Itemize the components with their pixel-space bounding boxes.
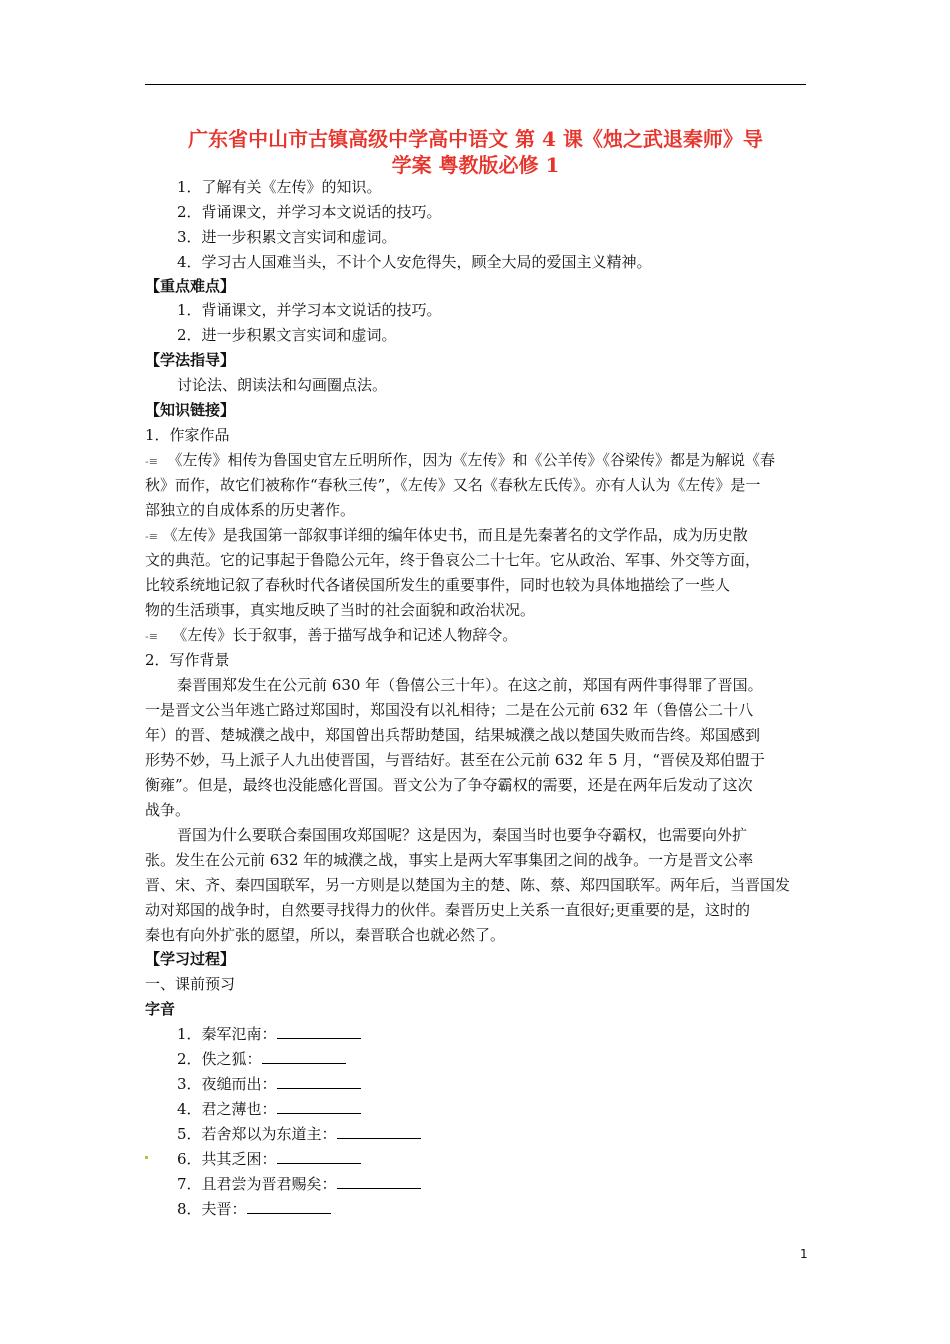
bullet-mark: -≡ [145, 630, 158, 643]
paragraph-text: 《左传》是我国第一部叙事详细的编年体史书，而且是先秦著名的文学作品，成为历史散 [162, 526, 748, 544]
answer-blank[interactable] [277, 1024, 361, 1039]
knowledge-paragraph-line: 部独立的自成体系的历史著作。 [145, 501, 356, 519]
margin-dot [145, 1156, 148, 1159]
pronunciation-item [177, 1098, 361, 1120]
knowledge-subheading-background: 2．写作背景 [145, 651, 230, 669]
pronunciation-prompt: 6．共其乏困： [177, 1150, 277, 1168]
background-paragraph-line: 动对郑国的战争时，自然要寻找得力的伙伴。秦晋历史上关系一直很好;更重要的是，这时的 [145, 901, 751, 919]
answer-blank[interactable] [337, 1124, 421, 1139]
answer-blank[interactable] [277, 1149, 361, 1164]
document-title-line-1: 广东省中山市古镇高级中学高中语文 第 4 课《烛之武退秦师》导 [188, 127, 763, 151]
answer-blank[interactable] [262, 1049, 346, 1064]
bullet-mark: -≡ [145, 530, 158, 543]
background-paragraph-line: 秦也有向外扩张的愿望，所以，秦晋联合也就必然了。 [145, 926, 506, 944]
key-points-heading: 【重点难点】 [145, 277, 236, 295]
answer-blank[interactable] [277, 1074, 361, 1089]
background-paragraph-line: 晋国为什么要联合秦国围攻郑国呢？这是因为，秦国当时也要争夺霸权，也需要向外扩 [177, 826, 748, 844]
pronunciation-prompt: 7．且君尝为晋君赐矣： [177, 1175, 337, 1193]
pronunciation-item [177, 1023, 361, 1045]
background-paragraph-line: 一是晋文公当年逃亡路过郑国时，郑国没有以礼相待；二是在公元前 632 年（鲁僖公二十八 [145, 701, 754, 719]
knowledge-paragraph-line [145, 524, 748, 548]
knowledge-heading: 【知识链接】 [145, 401, 236, 419]
objective-item: 4．学习古人国难当头，不计个人安危得失，顾全大局的爱国主义精神。 [177, 253, 652, 271]
key-point-item: 2．进一步积累文言实词和虚词。 [177, 326, 397, 344]
method-text: 讨论法、朗读法和勾画圈点法。 [177, 376, 388, 394]
knowledge-paragraph-line: 秋》而作，故它们被称作“春秋三传”，《左传》又名《春秋左氏传》。亦有人认为《左传》是一 [145, 476, 761, 494]
method-heading: 【学法指导】 [145, 351, 236, 369]
answer-blank[interactable] [277, 1099, 361, 1114]
document-title-line-2: 学案 粤教版必修 1 [391, 153, 560, 177]
pronunciation-item [177, 1198, 331, 1220]
pronunciation-item [177, 1073, 361, 1095]
objective-item: 3．进一步积累文言实词和虚词。 [177, 228, 397, 246]
knowledge-paragraph-line [145, 624, 517, 648]
background-paragraph-line: 秦晋围郑发生在公元前 630 年（鲁僖公三十年）。在这之前，郑国有两件事得罪了晋国。 [177, 676, 763, 694]
pronunciation-item [177, 1048, 346, 1070]
pronunciation-prompt: 5．若舍郑以为东道主： [177, 1125, 337, 1143]
preview-subheading: 一、课前预习 [145, 975, 236, 993]
answer-blank[interactable] [337, 1174, 421, 1189]
pronunciation-prompt: 8．夫晋： [177, 1200, 247, 1218]
pronunciation-prompt: 4．君之薄也： [177, 1100, 277, 1118]
knowledge-paragraph-line [145, 449, 775, 473]
background-paragraph-line: 张。发生在公元前 632 年的城濮之战，事实上是两大军事集团之间的战争。一方是晋文公率 [145, 851, 754, 869]
background-paragraph-line: 战争。 [145, 801, 191, 819]
knowledge-paragraph-line: 物的生活琐事，真实地反映了当时的社会面貌和政治状况。 [145, 601, 536, 619]
knowledge-subheading-author: 1．作家作品 [145, 426, 230, 444]
background-paragraph-line: 晋、宋、齐、秦四国联军，另一方则是以楚国为主的楚、陈、蔡、郑四国联军。两年后，当晋国发 [145, 876, 791, 894]
zi-yin-heading: 字音 [145, 1000, 176, 1018]
pronunciation-item [177, 1148, 361, 1170]
bullet-mark: -≡ [145, 455, 158, 468]
pronunciation-item [177, 1123, 421, 1145]
key-point-item: 1．背诵课文，并学习本文说话的技巧。 [177, 301, 442, 319]
pronunciation-prompt: 2．佚之狐： [177, 1050, 262, 1068]
header-rule [145, 84, 806, 85]
paragraph-text: 《左传》长于叙事，善于描写战争和记述人物辞令。 [172, 626, 518, 644]
paragraph-text: 《左传》相传为鲁国史官左丘明所作，因为《左传》和《公羊传》《谷梁传》都是为解说《春 [167, 451, 775, 469]
background-paragraph-line: 形势不妙，马上派子人九出使晋国，与晋结好。甚至在公元前 632 年 5 月，“晋侯及郑伯盟于 [145, 751, 765, 769]
objective-item: 1．了解有关《左传》的知识。 [177, 178, 382, 196]
knowledge-paragraph-line: 比较系统地记叙了春秋时代各诸侯国所发生的重要事件，同时也较为具体地描绘了一些人 [145, 576, 731, 594]
objective-item: 2．背诵课文，并学习本文说话的技巧。 [177, 203, 442, 221]
knowledge-paragraph-line: 文的典范。它的记事起于鲁隐公元年，终于鲁哀公二十七年。它从政治、军事、外交等方面， [145, 551, 761, 569]
background-paragraph-line: 衡雍”。但是，最终也没能感化晋国。晋文公为了争夺霸权的需要，还是在两年后发动了这次 [145, 776, 753, 794]
background-paragraph-line: 年）的晋、楚城濮之战中，郑国曾出兵帮助楚国，结果城濮之战以楚国失败而告终。郑国感到 [145, 726, 761, 744]
process-heading: 【学习过程】 [145, 950, 236, 968]
answer-blank[interactable] [247, 1199, 331, 1214]
pronunciation-item [177, 1173, 421, 1195]
page-number: 1 [800, 1247, 808, 1261]
pronunciation-prompt: 1．秦军氾南： [177, 1025, 277, 1043]
pronunciation-prompt: 3．夜缒而出： [177, 1075, 277, 1093]
